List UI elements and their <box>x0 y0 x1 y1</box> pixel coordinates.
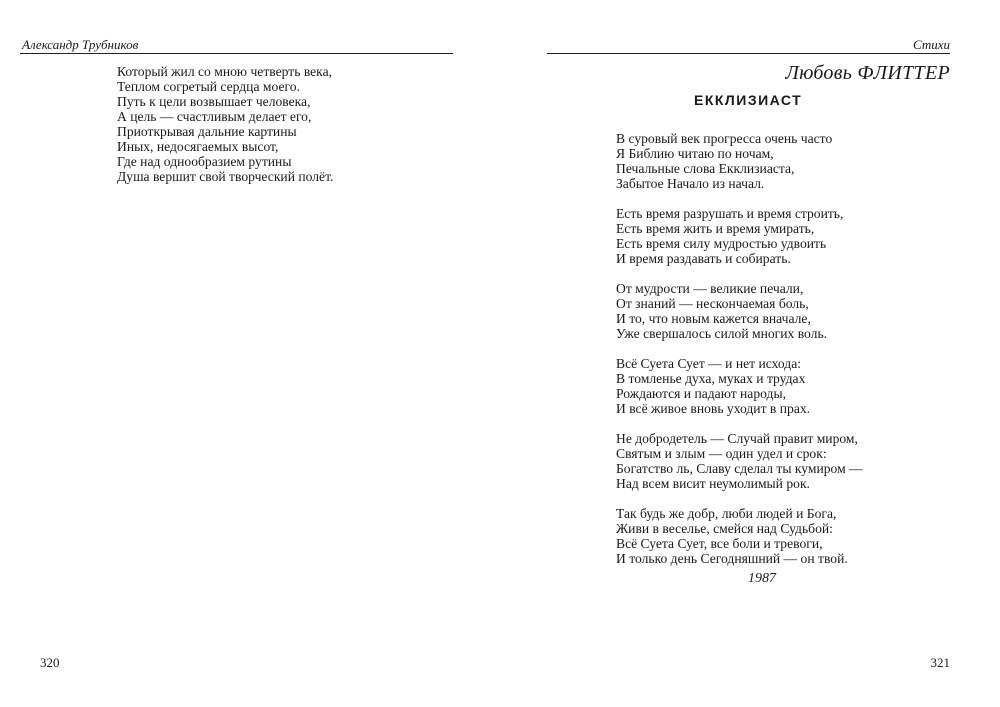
verse-line: Приоткрывая дальние картины <box>117 124 297 139</box>
verse-line: Живи в веселье, смейся над Судьбой: <box>616 521 833 536</box>
header-rule <box>547 53 950 54</box>
stanza <box>616 506 863 566</box>
verse-line: Теплом согретый сердца моего. <box>117 79 300 94</box>
verse-line: А цель — счастливым делает его, <box>117 109 312 124</box>
verse-line: Уже свершалось силой многих воль. <box>616 326 828 341</box>
poem-author: Любовь ФЛИТТЕР <box>785 62 950 84</box>
verse-line: Всё Суета Сует — и нет исхода: <box>616 356 802 371</box>
verse-line: Забытое Начало из начал. <box>616 176 765 191</box>
verse-line: И всё живое вновь уходит в прах. <box>616 401 811 416</box>
verse-line: Путь к цели возвышает человека, <box>117 94 311 109</box>
verse-line: Святым и злым — один удел и срок: <box>616 446 827 461</box>
verse-line: Который жил со мною четверть века, <box>117 64 333 79</box>
page-number: 320 <box>40 655 60 670</box>
verse-line: Так будь же добр, люби людей и Бога, <box>616 506 837 521</box>
poem-body <box>616 131 863 581</box>
verse-line: Я Библию читаю по ночам, <box>616 146 774 161</box>
poem-continuation <box>117 64 333 184</box>
stanza <box>616 431 863 491</box>
stanza <box>616 131 863 191</box>
verse-line: В томленье духа, муках и трудах <box>616 371 806 386</box>
poem-title: ЕККЛИЗИАСТ <box>694 92 803 108</box>
verse-line: От мудрости — великие печали, <box>616 281 804 296</box>
verse-line: Где над однообразием рутины <box>117 154 292 169</box>
verse-line: И только день Сегодняшний — он твой. <box>616 551 848 566</box>
page-number: 321 <box>930 655 950 670</box>
poem-year: 1987 <box>748 571 776 586</box>
verse-line: Есть время силу мудростью удвоить <box>616 236 827 251</box>
verse-line: Рождаются и падают народы, <box>616 386 786 401</box>
stanza <box>616 281 863 341</box>
verse-line: Не добродетель — Случай правит миром, <box>616 431 858 446</box>
verse-line: От знаний — нескончаемая боль, <box>616 296 809 311</box>
verse-line: В суровый век прогресса очень часто <box>616 131 833 146</box>
verse-line: Всё Суета Сует, все боли и тревоги, <box>616 536 823 551</box>
verse-line: Богатство ль, Славу сделал ты кумиром — <box>616 461 863 476</box>
stanza <box>616 356 863 416</box>
verse-line: И то, что новым кажется вначале, <box>616 311 811 326</box>
running-head-section: Стихи <box>912 37 950 52</box>
verse-line: Душа вершит свой творческий полёт. <box>117 169 334 184</box>
running-head-author: Александр Трубников <box>22 37 139 52</box>
verse-line: Печальные слова Екклизиаста, <box>616 161 795 176</box>
verse-line: Над всем висит неумолимый рок. <box>616 476 810 491</box>
verse-line: Есть время жить и время умирать, <box>616 221 815 236</box>
stanza <box>616 206 863 266</box>
verse-line: И время раздавать и собирать. <box>616 251 791 266</box>
header-rule <box>20 53 453 54</box>
verse-line: Есть время разрушать и время строить, <box>616 206 844 221</box>
verse-line: Иных, недосягаемых высот, <box>117 139 279 154</box>
